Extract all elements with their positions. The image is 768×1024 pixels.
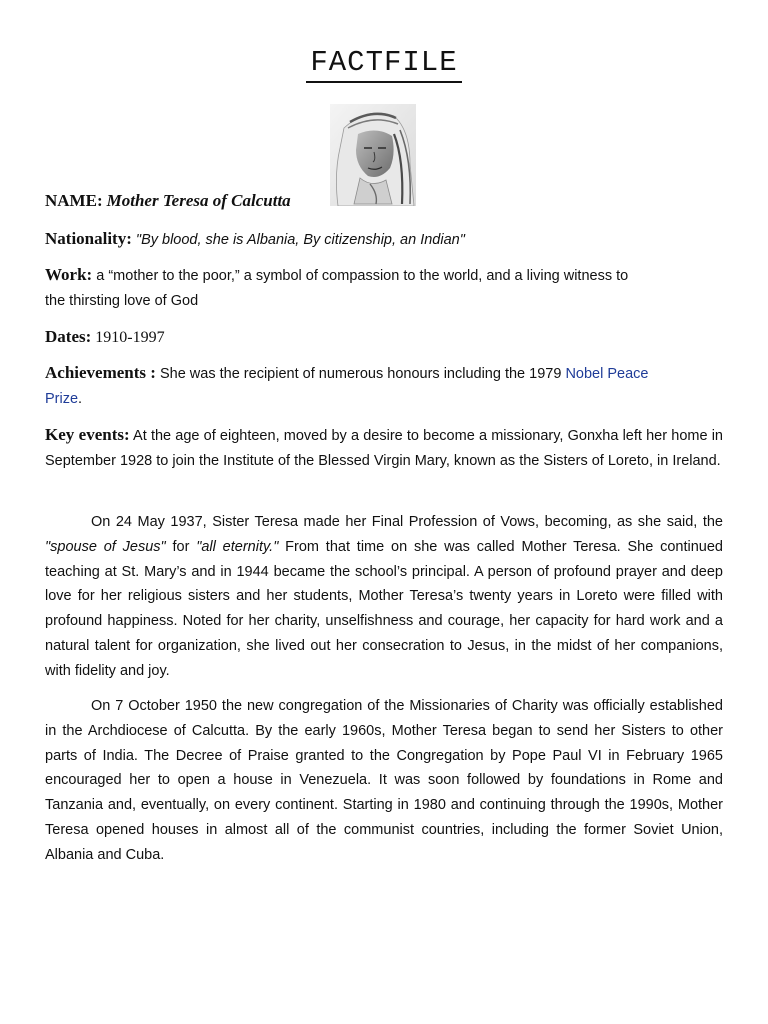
dates-row xyxy=(45,324,725,351)
key-events-paragraph xyxy=(45,423,723,474)
dates-label: Dates: xyxy=(45,327,92,346)
work-row xyxy=(45,262,725,314)
name-row xyxy=(45,188,725,215)
paragraph-1937-b: for xyxy=(165,538,197,555)
nobel-prize-link[interactable]: Nobel Peace xyxy=(565,366,649,382)
paragraph-1950 xyxy=(45,694,723,868)
nationality-row xyxy=(45,226,725,253)
achievements-row xyxy=(45,360,725,412)
nobel-prize-link-cont[interactable]: Prize xyxy=(45,391,79,407)
dates-value: 1910-1997 xyxy=(95,329,165,346)
name-value: Mother Teresa of Calcutta xyxy=(106,191,291,210)
quote-spouse-of-jesus: "spouse of Jesus" xyxy=(45,538,166,555)
key-events-intro: At the age of eighteen, moved by a desire to become a missionary, Gonxha left her home in September 1928 to join the Institute of the Blessed Virgin Mary, known as the Sisters of Loreto, in Ireland. xyxy=(45,428,723,469)
achievements-period: . xyxy=(78,391,83,407)
work-value-line1: a “mother to the poor,” a symbol of compassion to the world, and a living witness to xyxy=(92,268,629,284)
achievements-text: She was the recipient of numerous honours including the 1979 xyxy=(155,366,566,382)
paragraph-1937 xyxy=(45,510,723,684)
paragraph-1937-a: On 24 May 1937, Sister Teresa made her Final Profession of Vows, becoming, as she said, the xyxy=(91,514,723,530)
key-events-label: Key events: xyxy=(45,425,130,444)
page-title-text: FACTFILE xyxy=(306,46,461,83)
paragraph-1937-c: From that time on she was called Mother Teresa. She continued teaching at St. Mary’s and in 1944 became the school’s principal. A person of profound prayer and deep love for her religious sisters and her students, Mother Teresa’s twenty years in Loreto were filled with profound happiness. Noted for her charity, unselfishness and courage, her capacity for hard work and a natural talent for organization, she lived out her consecration to Jesus, in the midst of her companions, with fidelity and joy. xyxy=(45,538,723,679)
page-title xyxy=(0,46,768,83)
work-value-line2: the thirsting love of God xyxy=(45,293,199,309)
nationality-value: "By blood, she is Albania, By citizenship, an Indian" xyxy=(135,232,465,248)
quote-all-eternity: "all eternity." xyxy=(196,538,279,555)
nationality-label: Nationality: xyxy=(45,229,132,248)
work-label: Work: xyxy=(45,265,93,284)
paragraph-1950-text: On 7 October 1950 the new congregation of the Missionaries of Charity was officially established in the Archdiocese of Calcutta. By the early 1960s, Mother Teresa began to send her Sisters to other parts of India. The Decree of Praise granted to the Congregation by Pope Paul VI in February 1965 encouraged her to open a house in Venezuela. It was soon followed by foundations in Rome and Tanzania and, eventually, on every continent. Starting in 1980 and continuing through the 1990s, Mother Teresa opened houses in almost all of the communist countries, including the former Soviet Union, Albania and Cuba. xyxy=(45,698,723,863)
name-label: NAME: xyxy=(45,191,103,210)
achievements-label: Achievements : xyxy=(45,363,156,382)
